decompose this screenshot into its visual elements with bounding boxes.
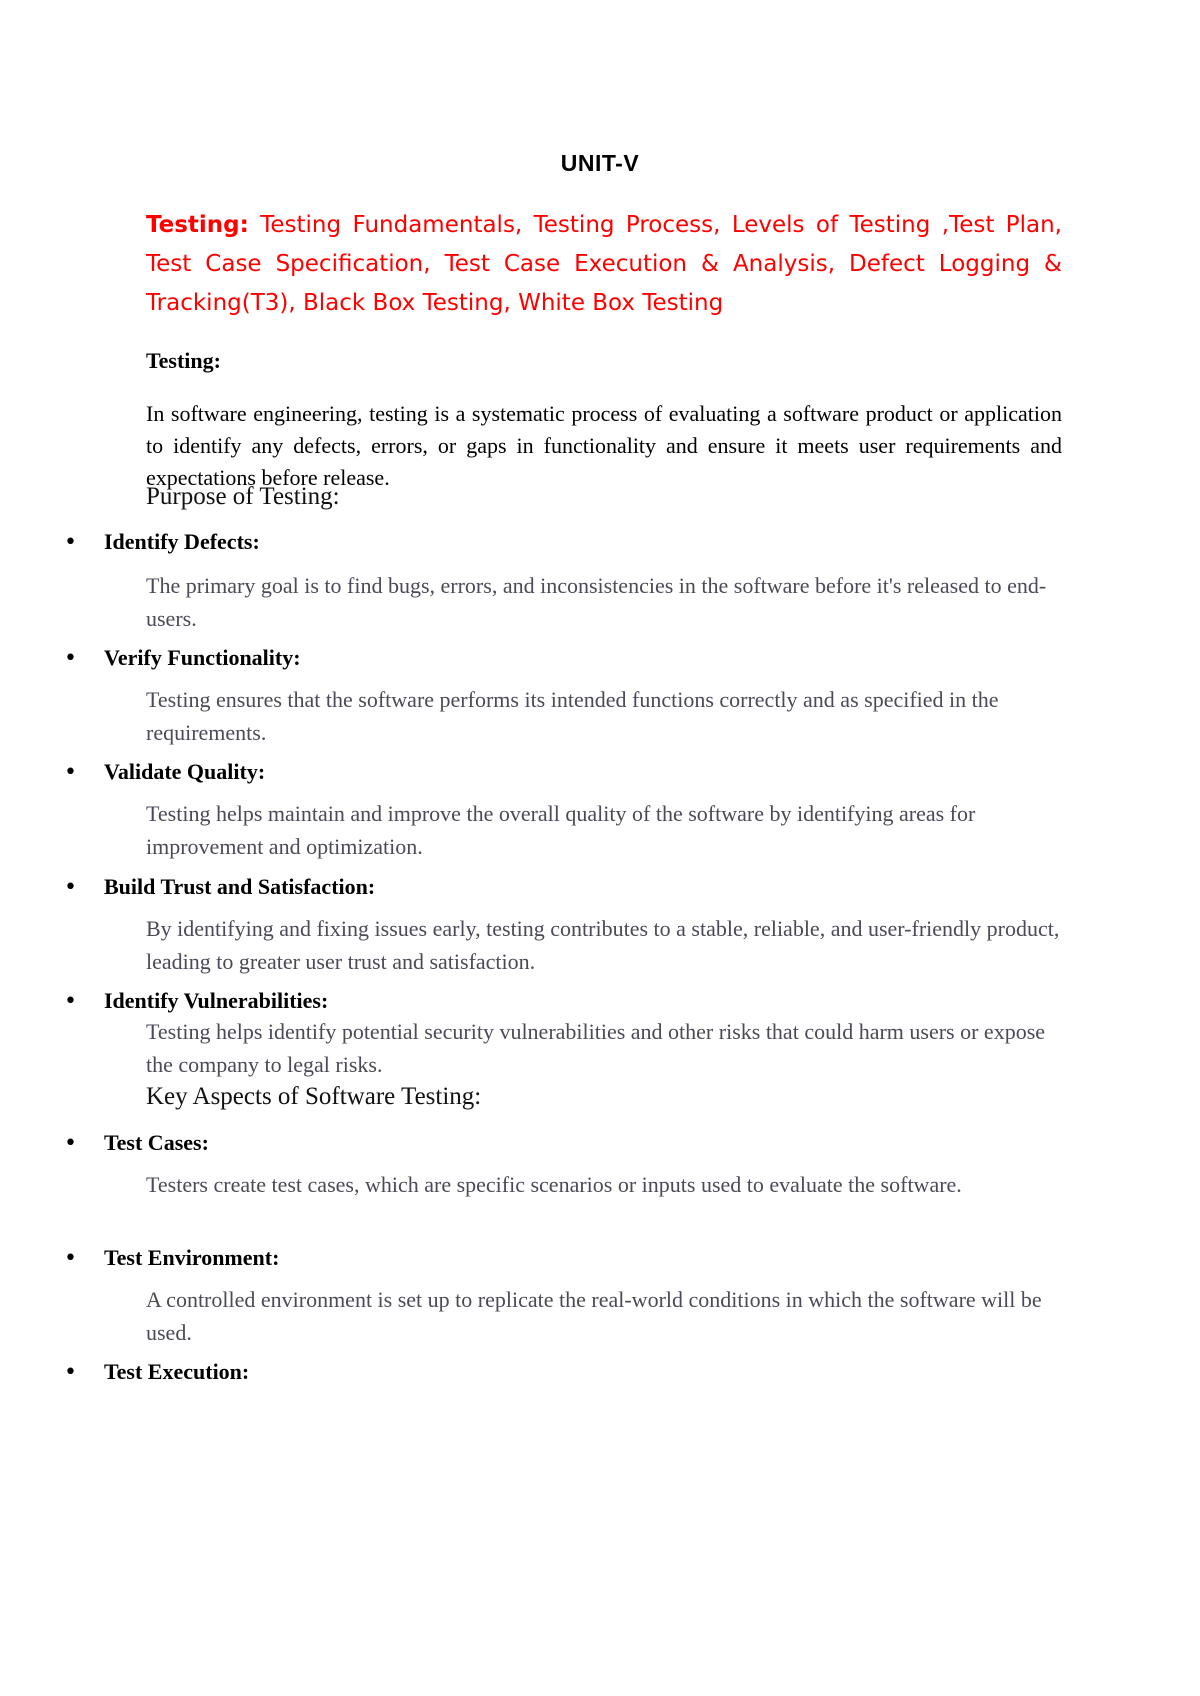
purpose-item-identify-defects: [64, 529, 260, 555]
purpose-item-verify-functionality: [64, 645, 301, 671]
bullet-icon: •: [64, 1131, 77, 1156]
testing-heading: Testing:: [146, 348, 221, 373]
key-aspect-item-title: Test Cases:: [104, 1130, 209, 1155]
key-aspect-item-test-cases: [64, 1130, 209, 1156]
key-aspect-item-desc: A controlled environment is set up to replicate the real-world conditions in which the software will be used.: [146, 1287, 1042, 1345]
intro-paragraph: In software engineering, testing is a systematic process of evaluating a software product or application to identify any defects, errors, or gaps in functionality and ensure it meets user requirements and expectations before release.: [146, 401, 1062, 490]
purpose-item-title: Identify Vulnerabilities:: [104, 988, 329, 1013]
purpose-item-title: Validate Quality:: [104, 759, 266, 784]
purpose-item-title: Build Trust and Satisfaction:: [104, 874, 376, 899]
purpose-item-desc: The primary goal is to find bugs, errors, and inconsistencies in the software before it's released to end-users.: [146, 573, 1047, 631]
purpose-item-title: Verify Functionality:: [104, 645, 301, 670]
purpose-item-title: Identify Defects:: [104, 529, 260, 554]
unit-title: UNIT-V: [560, 150, 640, 176]
purpose-item-desc: By identifying and fixing issues early, testing contributes to a stable, reliable, and user-friendly product, leading to greater user trust and satisfaction.: [146, 916, 1060, 974]
purpose-heading: Purpose of Testing:: [146, 483, 340, 510]
key-aspects-heading: Key Aspects of Software Testing:: [146, 1083, 482, 1110]
purpose-item-validate-quality: [64, 759, 265, 785]
syllabus-topics: [146, 206, 1062, 323]
bullet-icon: •: [64, 646, 77, 671]
key-aspect-item-title: Test Execution:: [104, 1359, 250, 1384]
purpose-item-build-trust: [64, 874, 375, 900]
bullet-icon: •: [64, 760, 77, 785]
bullet-icon: •: [64, 530, 77, 555]
purpose-item-desc: Testing ensures that the software performs its intended functions correctly and as specified in the requirements.: [146, 687, 999, 745]
bullet-icon: •: [64, 1246, 77, 1271]
bullet-icon: •: [64, 989, 77, 1014]
syllabus-topic-list: Testing Fundamentals, Testing Process, Levels of Testing ,Test Plan, Test Case Specification, Test Case Execution & Analysis, Defect Logging & Tracking(T3), Black Box Testing, White Box Testing: [146, 212, 1062, 316]
purpose-item-desc: Testing helps identify potential security vulnerabilities and other risks that could harm users or expose the company to legal risks.: [146, 1019, 1046, 1077]
purpose-item-desc: Testing helps maintain and improve the overall quality of the software by identifying areas for improvement and optimization.: [146, 801, 976, 859]
key-aspect-item-desc: Testers create test cases, which are specific scenarios or inputs used to evaluate the software.: [146, 1172, 962, 1197]
key-aspect-item-test-environment: [64, 1245, 279, 1271]
bullet-icon: •: [64, 875, 77, 900]
key-aspect-item-test-execution: [64, 1359, 249, 1385]
bullet-icon: •: [64, 1360, 77, 1385]
key-aspect-item-title: Test Environment:: [104, 1245, 280, 1270]
purpose-item-identify-vulnerabilities: [64, 988, 328, 1014]
syllabus-lead: Testing:: [146, 212, 249, 238]
